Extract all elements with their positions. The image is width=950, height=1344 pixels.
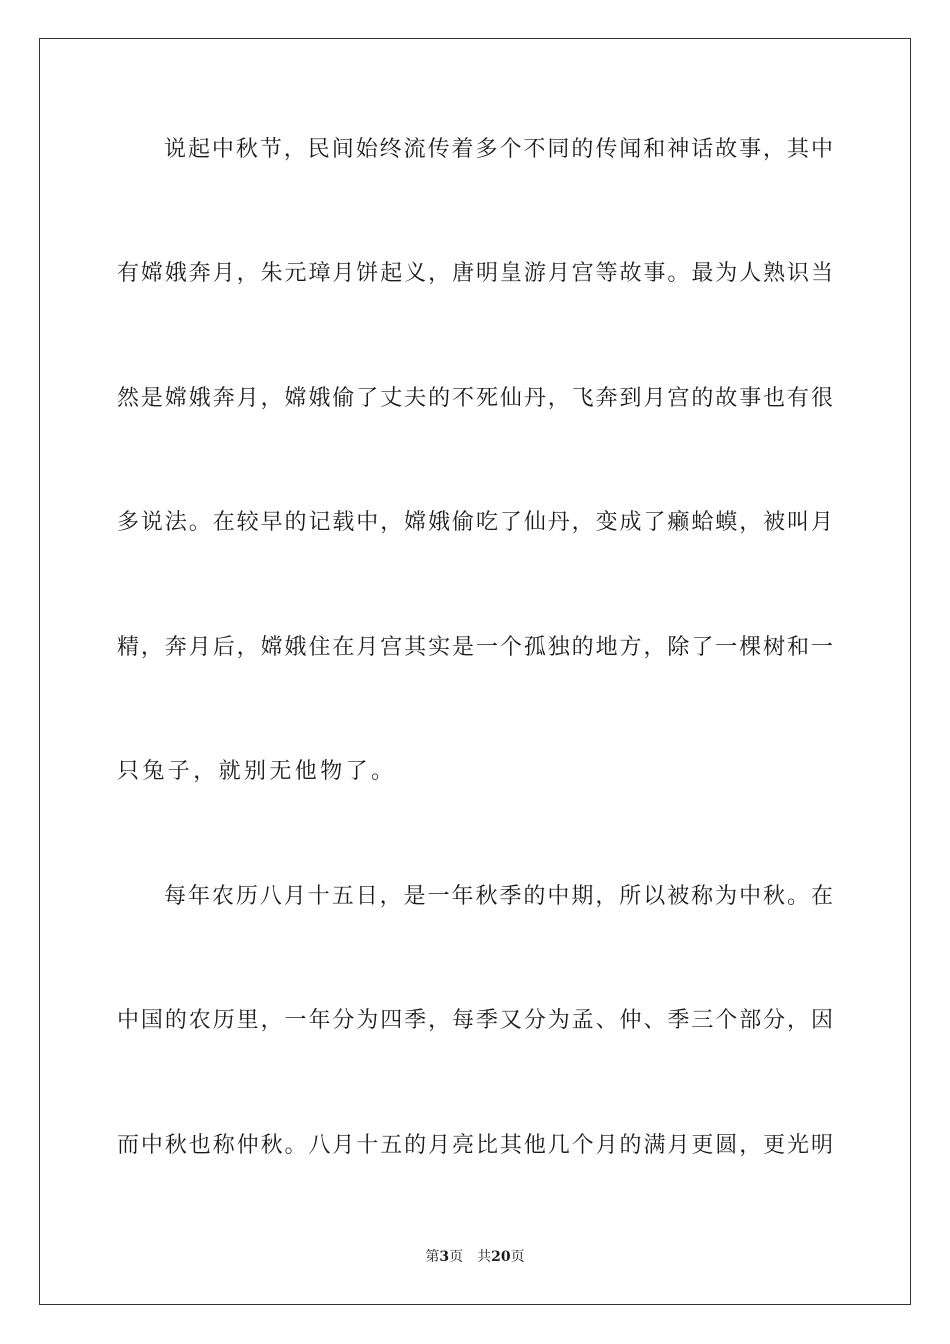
paragraph-2-line-1: 每年农历八月十五日，是一年秋季的中期，所以被称为中秋。在 (164, 884, 833, 909)
total-pages: 20 (491, 1249, 511, 1265)
paragraph-2-line-2: 中国的农历里，一年分为四季，每季又分为孟、仲、季三个部分，因 (117, 1008, 833, 1033)
total-label-prefix: 共 (477, 1249, 492, 1265)
page-label-prefix: 第 (425, 1249, 440, 1265)
page-number: 3 (439, 1249, 450, 1265)
paragraph-1-line-2: 有嫦娥奔月，朱元璋月饼起义，唐明皇游月宫等故事。最为人熟识当 (117, 261, 833, 286)
page-label-suffix: 页 (449, 1249, 464, 1265)
paragraph-1-line-6: 只兔子，就别无他物了。 (117, 759, 397, 784)
paragraph-1-line-4: 多说法。在较早的记载中，嫦娥偷吃了仙丹，变成了癞蛤蟆，被叫月 (117, 510, 833, 535)
page-border (39, 38, 911, 1305)
paragraph-1-line-5: 精，奔月后，嫦娥住在月宫其实是一个孤独的地方，除了一棵树和一 (117, 635, 833, 660)
total-label-suffix: 页 (510, 1249, 525, 1265)
paragraph-2-line-3: 而中秋也称仲秋。八月十五的月亮比其他几个月的满月更圆，更光明 (117, 1133, 833, 1158)
paragraph-1-line-3: 然是嫦娥奔月，嫦娥偷了丈夫的不死仙丹，飞奔到月宫的故事也有很 (117, 386, 833, 411)
page-footer (0, 1248, 950, 1266)
paragraph-1-line-1: 说起中秋节，民间始终流传着多个不同的传闻和神话故事，其中 (164, 137, 833, 162)
